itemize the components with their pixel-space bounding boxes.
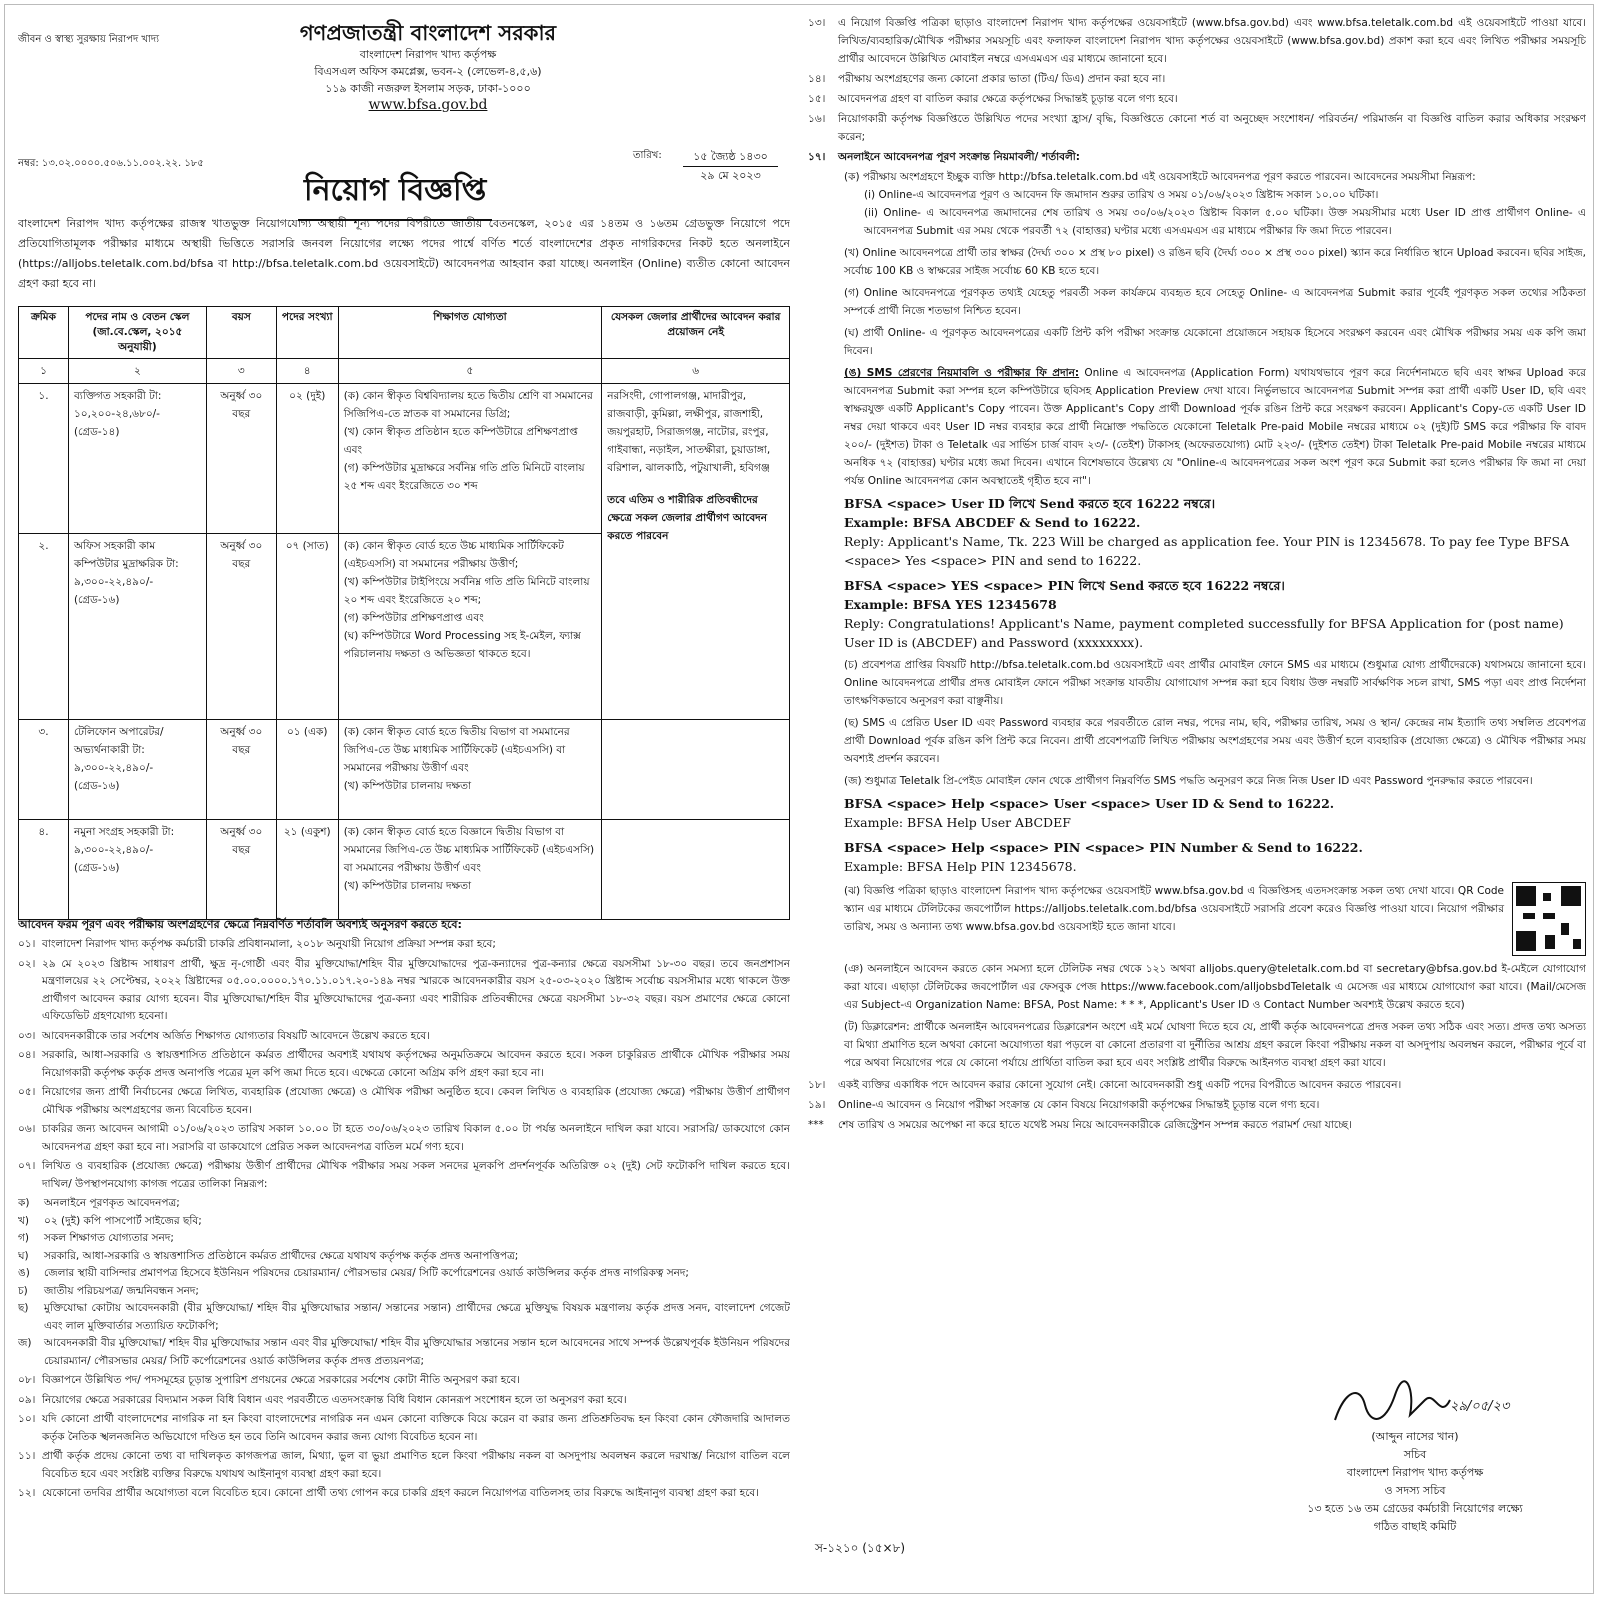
row-serial: ৪. bbox=[19, 820, 69, 920]
document-letter: খ) bbox=[18, 1214, 29, 1227]
condition-number: ০১। bbox=[18, 938, 36, 950]
table-header: বয়স bbox=[206, 307, 276, 359]
condition-number: ০৭। bbox=[18, 1160, 36, 1172]
condition-item bbox=[808, 70, 1586, 88]
document-letter: জ) bbox=[18, 1337, 32, 1349]
document-text: জেলার স্থায়ী বাসিন্দার প্রমাণপত্র হিসেবে ইউনিয়ন পরিষদের চেয়ারম্যান/ পৌরসভার মেয়র/ সিটি কর্পোরেশনের ওয়ার্ড কাউন্সিলর কর্তৃক প্রদত্ত নাগরিকত্ব সনদ; bbox=[44, 1267, 689, 1279]
document-text: সকল শিক্ষাগত যোগ্যতার সনদ; bbox=[44, 1232, 174, 1244]
table-header: পদের সংখ্যা bbox=[276, 307, 338, 359]
qualification-item: (গ) কম্পিউটার মুদ্রাক্ষরে সর্বনিম্ন গতি প্রতি মিনিটে বাংলায় ২৫ শব্দ এবং ইংরেজিতে ৩০ শব্দ bbox=[343, 462, 585, 492]
note-marker: *** bbox=[808, 1119, 824, 1131]
right-column bbox=[808, 14, 1586, 1589]
condition-item bbox=[18, 1411, 790, 1446]
condition-item bbox=[18, 1392, 790, 1410]
condition-item bbox=[18, 1047, 790, 1082]
rule-uma bbox=[808, 364, 1586, 490]
condition-text: নিয়োগের ক্ষেত্রে সরকারের বিদ্যমান সকল বিধি বিধান এবং পরবর্তীতে এতদসংক্রান্ত বিধি বিধান কোনরূপ সংশোধন হলে তা অনুসরণ করা হবে। bbox=[42, 1393, 627, 1406]
rule-ga bbox=[808, 284, 1586, 320]
date-bengali: ১৫ জ্যৈষ্ঠ ১৪৩০ bbox=[683, 148, 778, 167]
qualification-item: (ক) কোন স্বীকৃত বোর্ড হতে বিজ্ঞানে দ্বিতীয় বিভাগ বা সমমানের জিপিএ-তে উচ্চ মাধ্যমিক সার্টিফিকেট (এইচএসসি) বা সমমানের পরীক্ষায় উত্তীর্ণ এবং bbox=[343, 826, 595, 874]
condition-item bbox=[808, 1096, 1586, 1114]
date-box bbox=[683, 148, 778, 185]
document-letter: ছ) bbox=[18, 1302, 29, 1314]
condition-text: আবেদনকারীকে তার সর্বশেষ অর্জিত শিক্ষাগত যোগ্যতার বিষয়টি আবেদনে উল্লেখ করতে হবে। bbox=[42, 1029, 430, 1042]
rule-subtext: (i) Online-এ আবেদনপত্র পূরণ ও আবেদন ফি জমাদান শুরুর তারিখ ও সময় ০১/০৬/২০২৩ খ্রিষ্টাব্দ সকাল ১০.০০ ঘটিকা। bbox=[864, 189, 1379, 201]
qualification bbox=[338, 820, 602, 920]
document-item bbox=[18, 1230, 790, 1248]
rule-text: (চ) প্রবেশপত্র প্রাপ্তির বিষয়টি http://bfsa.teletalk.com.bd ওয়েবসাইটে এবং প্রার্থীর মোবাইল ফোনে SMS এর মাধ্যমে (শুধুমাত্র যোগ্য প্রার্থীদেরকে) যথাসময়ে জানানো হবে। Online আবেদনপত্রে প্রার্থীর প্রদত্ত মোবাইল ফোনে পরীক্ষা সংক্রান্ত যাবতীয় যোগাযোগ সম্পন্ন করা হবে বিধায় উক্ত নম্বরটি সার্বক্ষণিক সচল রাখা, SMS পড়া এবং প্রাপ্ত নির্দেশনা তাৎক্ষণিকভাবে অনুসরণ করা বাঞ্ছনীয়। bbox=[844, 659, 1586, 707]
condition-number: ০৮। bbox=[18, 1374, 36, 1386]
rule-text: (ট) ডিক্লারেশন: প্রার্থীকে অনলাইন আবেদনপত্রের ডিক্লারেশন অংশে এই মর্মে ঘোষণা দিতে হবে যে, প্রার্থী কর্তৃক আবেদনপত্রে প্রদত্ত সকল তথ্য সঠিক এবং সত্য। প্রদত্ত তথ্য অসত্য বা মিথ্যা প্রমাণিত হলে অথবা কোনো অযোগ্যতা ধরা পড়লে বা কোনো প্রতারণা বা দুর্নীতির আশ্রয় গ্রহণ করলে কিংবা পরীক্ষায় নকল বা অসদুপায় অবলম্বন করলে, পরীক্ষার পূর্বে বা পরে অথবা নিয়োগের পরে যে কোনো পর্যায়ে প্রার্থিতা বাতিল করা হবে এবং সংশ্লিষ্ট প্রার্থীর বিরুদ্ধে আইনগত ব্যবস্থা গ্রহণ করা যাবে। bbox=[844, 1021, 1586, 1069]
condition-number: ১৭। bbox=[808, 151, 826, 163]
memo-number: নম্বর: ১৩.০২.০০০০.৫০৬.১১.০০২.২২. ১৮৫ bbox=[18, 158, 204, 169]
post-count: ০২ (দুই) bbox=[276, 384, 338, 534]
letterhead bbox=[18, 14, 790, 142]
row-serial: ১. bbox=[19, 384, 69, 534]
rule-subtext: (ii) Online- এ আবেদনপত্র জমাদানের শেষ তারিখ ও সময় ৩০/০৬/২০২৩ খ্রিষ্টাব্দ বিকাল ৫.০০ ঘটিকা। উক্ত সময়সীমার মধ্যে User ID প্রাপ্ত প্রার্থীগণ Online- এ আবেদনপত্র Submit এর সময় থেকে পরবর্তী ৭২ (বাহাত্তর) ঘণ্টার মধ্যে এসএমএস এর মাধ্যমে পরীক্ষার ফি জমা দিতে পারবেন। bbox=[864, 207, 1586, 237]
document-text: জাতীয় পরিচয়পত্র/ জন্মনিবন্ধন সনদ; bbox=[44, 1284, 199, 1297]
table-row bbox=[19, 820, 790, 920]
condition-number: ১৬। bbox=[808, 113, 826, 125]
sms-format: BFSA <space> User ID লিখে Send করতে হবে 16222 নম্বরে। bbox=[844, 496, 1216, 511]
condition-number: ০৩। bbox=[18, 1029, 36, 1042]
sms-example: Example: BFSA ABCDEF & Send to 16222. bbox=[844, 515, 1141, 530]
condition-text: একই ব্যক্তির একাধিক পদে আবেদন করার কোনো সুযোগ নেই। কোনো আবেদনকারী শুধু একটি পদের বিপরীতে আবেদন করতে পারবেন। bbox=[838, 1079, 1402, 1091]
footer-code: স-১২১০ (১৫×৮) bbox=[815, 1541, 906, 1555]
document-item bbox=[18, 1300, 790, 1335]
qualification-item: (খ) কম্পিউটার চালনায় দক্ষতা bbox=[343, 780, 472, 792]
qualification bbox=[338, 534, 602, 720]
office-address: ১১৯ কাজী নজরুল ইসলাম সড়ক, ঢাকা-১০০০ bbox=[325, 82, 531, 95]
date-gregorian: ২৯ মে ২০২৩ bbox=[700, 169, 761, 182]
advice-note bbox=[808, 1116, 1586, 1134]
condition-number: ১১। bbox=[18, 1450, 36, 1462]
qualification-item: (ক) কোন স্বীকৃত বিশ্ববিদ্যালয় হতে দ্বিতীয় শ্রেণি বা সমমানের সিজিপিএ-তে স্নাতক বা সমমানের ডিগ্রি; bbox=[343, 390, 593, 420]
condition-number: ০৫। bbox=[18, 1086, 36, 1098]
condition-item bbox=[18, 956, 790, 1026]
rule-text: (ঝ) বিজ্ঞপ্তি পত্রিকা ছাড়াও বাংলাদেশ নিরাপদ খাদ্য কর্তৃপক্ষের ওয়েবসাইট www.bfsa.gov.bd এ বিজ্ঞপ্তিসহ এতদসংক্রান্ত সকল তথ্য দেখা যাবে। QR Code স্ক্যান এর মাধ্যমে টেলিটকের জবপোর্টাল https://alljobs.teletalk.com.bd/bfsa ওয়েবসাইটে সরাসরি প্রবেশ করেও বিজ্ঞপ্তি পাওয়া যাবে। নিয়োগ পরীক্ষার তারিখ, সময় ও অন্যান্য তথ্য www.bfsa.gov.bd ওয়েবসাইট হতে জানা যাবে। bbox=[844, 885, 1504, 933]
rule-text: (ছ) SMS এ প্রেরিত User ID এবং Password ব্যবহার করে পরবর্তীতে রোল নম্বর, পদের নাম, ছবি, পরীক্ষার তারিখ, সময় ও স্থান/ কেন্দ্রের নাম ইত্যাদি তথ্য সম্বলিত প্রবেশপত্র প্রার্থী Download পূর্বক রঙিন কপি প্রিন্ট করে নিবেন। প্রার্থী প্রবেশপত্রটি লিখিত পরীক্ষায় অংশগ্রহণের সময় এবং উত্তীর্ণ হলে ব্যবহারিক (প্রযোজ্য ক্ষেত্রে) ও মৌখিক পরীক্ষার সময় অবশ্যই প্রদর্শন করবেন। bbox=[844, 717, 1586, 765]
slogan: জীবন ও স্বাস্থ্য সুরক্ষায় নিরাপদ খাদ্য bbox=[18, 34, 159, 45]
condition-item bbox=[808, 110, 1586, 146]
condition-number: ১৪। bbox=[808, 73, 826, 85]
date-label: তারিখ: bbox=[633, 150, 662, 161]
condition-text: যেকোনো তদবির প্রার্থীর অযোগ্যতা বলে বিবেচিত হবে। কোনো প্রার্থী তথ্য গোপন করে চাকরি গ্রহণ করলে নিয়োগপত্র বাতিলসহ তার বিরুদ্ধে আইনানুগ ব্যবস্থা গ্রহণ করা হবে। bbox=[42, 1487, 760, 1499]
age-limit: অনুর্ধ্ব ৩০ বছর bbox=[206, 820, 276, 920]
qualification-item: (খ) কম্পিউটার টাইপিংয়ে সর্বনিম্ন গতি প্রতি মিনিটে বাংলায় ২০ শব্দ এবং ইংরেজিতে ২০ শব্দ; bbox=[343, 576, 590, 606]
table-row bbox=[19, 384, 790, 534]
help-sms-format: BFSA <space> Help <space> User <space> User ID & Send to 16222. bbox=[844, 796, 1335, 811]
rule-text: (ঞ) অনলাইনে আবেদন করতে কোন সমস্যা হলে টেলিটক নম্বর থেকে ১২১ অথবা alljobs.query@teletalk.com.bd বা secretary@bfsa.gov.bd ই-মেইলে যোগাযোগ করা যাবে। এছাড়া টেলিটকের জবপোর্টাল এর ফেসবুক পেজ https://www.facebook.com/alljobsbdTeletalk এ মেসেজ এর মাধ্যমে যোগাযোগ করা যাবে। (Mail/মেসেজ এর Subject-এ Organization Name: BFSA, Post Name: * * *, Applicant's User ID ও Contact Number অবশ্যই উল্লেখ করতে হবে) bbox=[844, 963, 1586, 1011]
rule-nya bbox=[808, 960, 1586, 1014]
table-row bbox=[19, 720, 790, 820]
row-serial: ৩. bbox=[19, 720, 69, 820]
notice-title: নিয়োগ বিজ্ঞপ্তি bbox=[298, 166, 492, 221]
condition-number: ০৪। bbox=[18, 1049, 36, 1061]
document-text: ০২ (দুই) কপি পাসপোর্ট সাইজের ছবি; bbox=[44, 1214, 202, 1227]
excluded-districts bbox=[602, 384, 790, 720]
document-letter: চ) bbox=[18, 1284, 28, 1297]
age-limit: অনুর্ধ্ব ৩০ বছর bbox=[206, 534, 276, 720]
condition-item bbox=[18, 1485, 790, 1503]
table-header: যেসকল জেলার প্রার্থীদের আবেদন করার প্রয়োজন নেই bbox=[602, 307, 790, 359]
document-text: অনলাইনে পূরণকৃত আবেদনপত্র; bbox=[44, 1197, 180, 1209]
table-header: শিক্ষাগত যোগ্যতা bbox=[338, 307, 602, 359]
conditions-list bbox=[18, 936, 790, 1505]
intro-paragraph: বাংলাদেশ নিরাপদ খাদ্য কর্তৃপক্ষের রাজস্ব খাতভুক্ত নিয়োগযোগ্য অস্থায়ী শূন্য পদের বিপরীতে জাতীয় বেতনস্কেল, ২০১৫ এর ১৪তম ও ১৬তম গ্রেডভুক্ত নিয়োগে পদে প্রতিযোগিতামূলক পরীক্ষার মাধ্যমে অস্থায়ী ভিত্তিতে সরাসরি জনবল নিয়োগের লক্ষ্যে পদের পার্শ্বে বর্ণিত শর্তে বাংলাদেশের প্রকৃত নাগরিকদের নিকট হতে অনলাইনে (https://alljobs.teletalk.com.bd/bfsa বা http://bfsa.teletalk.com.bd ওয়েবসাইটে) আবেদনপত্র আহবান করা যাচ্ছে। অনলাইন (Online) ব্যতীত কোনো আবেদন গ্রহণ করা হবে না। bbox=[18, 217, 790, 290]
post-name: টেলিফোন অপারেটর/ অভ্যর্থনাকারী টা: ৯,৩০০-২২,৪৯০/- (গ্রেড-১৬) bbox=[68, 720, 206, 820]
rule-heading: (ঙ) SMS প্রেরণের নিয়মাবলি ও পরীক্ষার ফি প্রদান: bbox=[844, 367, 1080, 379]
left-column bbox=[18, 14, 790, 1589]
rule-text: Online এ আবেদনপত্র (Application Form) যথাযথভাবে পূরণ করে নির্দেশনামতে ছবি এবং স্বাক্ষর Upload করে আবেদনপত্র Submit করা সম্পন্ন হলে কম্পিউটারে ছবিসহ Application Preview দেখা যাবে। নির্ভুলভাবে আবেদনপত্র Submit সম্পন্ন করা প্রার্থী একটি User ID, ছবি এবং স্বাক্ষরযুক্ত একটি Applicant's Copy পাবেন। উক্ত Applicant's Copy প্রার্থী Download পূর্বক রঙিন প্রিন্ট করে সংরক্ষণ করবেন। Applicant's Copy-তে একটি User ID নম্বর দেয়া থাকবে এবং User ID নম্বর ব্যবহার করে প্রার্থী নিম্নোক্ত পদ্ধতিতে যেকোনো Teletalk Pre-paid Mobile নম্বরের মাধ্যমে ০২ (দুই)টি SMS করে পরীক্ষার ফি বাবদ ২০০/- (দুইশত) টাকা ও Teletalk এর সার্ভিস চার্জ বাবদ ২৩/- (তেইশ) টাকাসহ (অফেরতযোগ্য) মোট ২২৩/- (দুইশত তেইশ) টাকা Teletalk Pre-paid Mobile নম্বরের মাধ্যমে অনধিক ৭২ (বাহাত্তর) ঘণ্টার মধ্যে জমা দিবেন। এখানে বিশেষভাবে উল্লেখ্য যে "Online-এ আবেদনপত্রের সকল অংশ পূরণ করে Submit করা হলেও পরীক্ষার ফি জমা না দেয়া পর্যন্ত Online আবেদনপত্র কোন অবস্থাতেই গৃহীত হবে না"। bbox=[844, 367, 1586, 487]
condition-number: ১৫। bbox=[808, 93, 826, 105]
document-text: আবেদনকারী বীর মুক্তিযোদ্ধা/ শহিদ বীর মুক্তিযোদ্ধার সন্তান এবং বীর মুক্তিযোদ্ধা/ শহিদ বীর মুক্তিযোদ্ধার সন্তানের সন্তান হলে আবেদনের সাথে সম্পর্ক উল্লেখপূর্বক ইউনিয়ন পরিষদের চেয়ারম্যান/ পৌরসভার মেয়র/ সিটি কর্পোরেশনের ওয়ার্ড কাউন্সিলর কর্তৃক প্রদত্ত প্রত্যয়নপত্র; bbox=[44, 1337, 790, 1367]
rule-ta bbox=[808, 1018, 1586, 1072]
condition-item bbox=[18, 936, 790, 954]
condition-item bbox=[808, 90, 1586, 108]
rule-jha bbox=[808, 882, 1586, 956]
website-link[interactable]: www.bfsa.gov.bd bbox=[368, 97, 488, 113]
condition-number: ০৯। bbox=[18, 1393, 36, 1406]
condition-item bbox=[18, 1448, 790, 1483]
signatory-name: (আব্দুন নাসের খান) bbox=[1371, 1430, 1459, 1443]
column-number: ৫ bbox=[338, 359, 602, 384]
qr-code-icon[interactable] bbox=[1512, 882, 1586, 956]
letterhead-center bbox=[248, 20, 608, 113]
condition-text: নিয়োগের জন্য প্রার্থী নির্বাচনের ক্ষেত্রে লিখিত, ব্যবহারিক (প্রযোজ্য ক্ষেত্রে) ও মৌখিক পরীক্ষা অনুষ্ঠিত হবে। কেবল লিখিত ও ব্যবহারিক (প্রযোজ্য ক্ষেত্রে) পরীক্ষায় উত্তীর্ণ প্রার্থীগণ মৌখিক পরীক্ষায় অংশগ্রহণের জন্য বিবেচিত হবেন। bbox=[42, 1086, 790, 1116]
rule-text: (খ) Online আবেদনপত্রে প্রার্থী তার স্বাক্ষর (দৈর্ঘ্য ৩০০ × প্রস্থ ৮০ pixel) ও রঙিন ছবি (দৈর্ঘ্য ৩০০ × প্রস্থ ৩০০ pixel) স্ক্যান করে নির্ধারিত স্থানে Upload করবেন। ছবির সাইজ, সর্বোচ্চ 100 KB ও স্বাক্ষরের সাইজ সর্বোচ্চ 60 KB হতে হবে। bbox=[844, 247, 1586, 277]
condition-number: ০৬। bbox=[18, 1123, 36, 1135]
document-letter: গ) bbox=[18, 1232, 29, 1244]
column-number: ৩ bbox=[206, 359, 276, 384]
conditions-heading: আবেদন ফরম পূরণ এবং পরীক্ষায় অংশগ্রহণের ক্ষেত্রে নিম্নবর্ণিত শর্তাবলি অবশ্যই অনুসরণ করতে হবে: bbox=[18, 918, 462, 931]
table-header-row bbox=[19, 307, 790, 359]
signature-block bbox=[1250, 1380, 1580, 1536]
signatory-org: বাংলাদেশ নিরাপদ খাদ্য কর্তৃপক্ষ bbox=[1346, 1466, 1484, 1479]
condition-text: যদি কোনো প্রার্থী বাংলাদেশের নাগরিক না হন কিংবা বাংলাদেশের নাগরিক নন এমন কোনো ব্যক্তিকে বিয়ে করেন বা করার জন্য প্রতিশ্রুতিবদ্ধ হন কিংবা কোন ফৌজদারি আদালত কর্তৃক নৈতিক স্খলনজনিত অভিযোগে দণ্ডিত হন তবে তিনি আবেদন করার জন্য যোগ্য বিবেচিত হবেন না। bbox=[42, 1413, 790, 1443]
age-limit: অনুর্ধ্ব ৩০ বছর bbox=[206, 720, 276, 820]
condition-number: ১৮। bbox=[808, 1079, 826, 1091]
committee-line: ১৩ হতে ১৬ তম গ্রেডের কর্মচারী নিয়োগের লক্ষ্যে bbox=[1307, 1502, 1523, 1515]
empty-cell bbox=[602, 820, 790, 920]
district-list: নরসিংদী, গোপালগঞ্জ, মাদারীপুর, রাজবাড়ী, কুমিল্লা, লক্ষীপুর, রাজশাহী, জয়পুরহাট, সিরাজগঞ্জ, নাটোর, রংপুর, গাইবান্ধা, নড়াইল, সাতক্ষীরা, চুয়াডাঙ্গা, বরিশাল, ঝালকাঠি, পটুয়াখালী, হবিগঞ্জ bbox=[607, 390, 771, 474]
district-note: তবে এতিম ও শারীরিক প্রতিবন্ধীদের ক্ষেত্রে সকল জেলার প্রার্থীগণ আবেদন করতে পারবেন bbox=[607, 494, 767, 542]
post-name: ব্যক্তিগত সহকারী টা: ১০,২০০-২৪,৬৮০/- (গ্রেড-১৪) bbox=[68, 384, 206, 534]
condition-text: সরকারি, আধা-সরকারি ও স্বায়ত্তশাসিত প্রতিষ্ঠানে কর্মরত প্রার্থীদের অবশ্যই যথাযথ কর্তৃপক্ষের অনুমতিক্রমে আবেদন করতে হবে। সকল চাকুরিরত প্রার্থীকে মৌখিক পরীক্ষার সময় নিয়োগকারী কর্তৃপক্ষ কর্তৃক প্রদত্ত অনাপত্তি পত্রের মূল কপি জমা দিতে হবে। এক্ষেত্রে কোনো অগ্রিম কপি গ্রহণ করা হবে না। bbox=[42, 1049, 790, 1079]
condition-number: ১৯। bbox=[808, 1099, 826, 1111]
column-number: ২ bbox=[68, 359, 206, 384]
column-number: ১ bbox=[19, 359, 69, 384]
condition-text: বিজ্ঞাপনে উল্লিখিত পদ/ পদসমূহের চূড়ান্ত সুপারিশ প্রণয়নের ক্ষেত্রে সরকারের সর্বশেষ কোটা নীতি অনুসরণ করা হবে। bbox=[42, 1374, 521, 1386]
sms-reply: Reply: Applicant's Name, Tk. 223 Will be charged as application fee. Your PIN is 12345678. To pay fee Type BFSA <space> Yes <space> PIN and send to 16222. bbox=[844, 534, 1570, 568]
document-letter: ক) bbox=[18, 1197, 30, 1209]
rule-text: (গ) Online আবেদনপত্রে পূরণকৃত তথ্যই যেহেতু পরবর্তী সকল কার্যক্রমে ব্যবহৃত হবে সেহেতু Online- এ আবেদনপত্র Submit করার পূর্বেই পূরণকৃত সকল তথ্যের সঠিকতা সম্পর্কে প্রার্থী নিজে শতভাগ নিশ্চিত হবেন। bbox=[844, 287, 1586, 317]
condition-number: ১০। bbox=[18, 1413, 36, 1425]
post-count: ০১ (এক) bbox=[276, 720, 338, 820]
column-number: ৬ bbox=[602, 359, 790, 384]
note-text: শেষ তারিখ ও সময়ের অপেক্ষা না করে হাতে যথেষ্ট সময় নিয়ে আবেদনকারীকে রেজিস্ট্রেশন সম্পন্ন করতে পরামর্শ দেয়া যাচ্ছে। bbox=[838, 1119, 1352, 1131]
sms-format: BFSA <space> YES <space> PIN লিখে Send করতে হবে 16222 নম্বরে। bbox=[844, 578, 1285, 593]
authority-name: বাংলাদেশ নিরাপদ খাদ্য কর্তৃপক্ষ bbox=[359, 48, 497, 61]
committee-line: গঠিত বাছাই কমিটি bbox=[1373, 1520, 1457, 1533]
condition-text: প্রার্থী কর্তৃক প্রদেয় কোনো তথ্য বা দাখিলকৃত কাগজপত্র জাল, মিথ্যা, ভুল বা ভুয়া প্রমাণিত হলে কিংবা পরীক্ষায় নকল বা অসদুপায় অবলম্বন করলে দরখাস্ত/ নিয়োগ বাতিল বলে বিবেচিত হবে এবং সংশ্লিষ্ট ব্যক্তির বিরুদ্ধে যথাযথ আইনানুগ ব্যবস্থা গ্রহণ করা হবে। bbox=[42, 1450, 790, 1480]
help-sms-example: Example: BFSA Help PIN 12345678. bbox=[844, 859, 1077, 874]
qualification bbox=[338, 720, 602, 820]
rule-gha bbox=[808, 324, 1586, 360]
condition-text: লিখিত ও ব্যবহারিক (প্রযোজ্য ক্ষেত্রে) পরীক্ষায় উত্তীর্ণ প্রার্থীদের মৌখিক পরীক্ষার সময় সকল সনদের মূলকপি প্রদর্শনপূর্বক অতিরিক্ত ০২ (দুই) সেট ফটোকপি দাখিল করতে হবে। দাখিল/ উপস্থাপনযোগ্য কাগজ পত্রের তালিকা নিম্নরূপ: bbox=[42, 1160, 790, 1190]
age-limit: অনুর্ধ্ব ৩০ বছর bbox=[206, 384, 276, 534]
qualification-item: (ঘ) কম্পিউটারে Word Processing সহ ই-মেইল, ফ্যাক্স পরিচালনায় দক্ষতা ও অভিজ্ঞতা থাকতে হবে। bbox=[343, 630, 581, 660]
qualification-item: (ক) কোন স্বীকৃত বোর্ড হতে উচ্চ মাধ্যমিক সার্টিফিকেট (এইচএসসি) বা সমমানের পরীক্ষায় উত্তীর্ণ; bbox=[343, 540, 564, 570]
condition-text: এ নিয়োগ বিজ্ঞপ্তি পত্রিকা ছাড়াও বাংলাদেশ নিরাপদ খাদ্য কর্তৃপক্ষের ওয়েবসাইটে (www.bfsa.gov.bd) এবং www.bfsa.teletalk.com.bd এই ওয়েবসাইটে পাওয়া যাবে। লিখিত/ব্যবহারিক/মৌখিক পরীক্ষার সময়সূচি এবং ফলাফল বাংলাদেশ নিরাপদ খাদ্য কর্তৃপক্ষের ওয়েবসাইটে (www.bfsa.gov.bd) প্রকাশ করা হবে এবং লিখিত পরীক্ষার সময়সূচি প্রার্থীর আবেদনে উল্লিখিত মোবাইল নম্বরে এসএমএস এর মাধ্যমে জানানো হবে। bbox=[838, 17, 1586, 65]
sms-reply: Reply: Congratulations! Applicant's Name, payment completed successfully for BFSA Application for (post name) User ID is (ABCDEF) and Password (xxxxxxxx). bbox=[844, 616, 1564, 650]
condition-number: ১৩। bbox=[808, 17, 826, 29]
document-item bbox=[18, 1195, 790, 1213]
document-item bbox=[18, 1213, 790, 1231]
condition-text: ২৯ মে ২০২৩ খ্রিষ্টাব্দ সাধারণ প্রার্থী, ক্ষুদ্র নৃ-গোষ্ঠী এবং বীর মুক্তিযোদ্ধা/শহিদ বীর মুক্তিযোদ্ধাদের পুত্র-কন্যাদের পুত্র-কন্যার ক্ষেত্রে বয়সসীমা ১৮-৩০ বছর। তবে জনপ্রশাসন মন্ত্রণালয়ের ২২ সেপ্টেম্বর, ২০২২ খ্রিষ্টাব্দের ০৫.০০.০০০০.১৭০.১১.০১৭.২০-১৪৯ নম্বর স্মারকে আবেদনকারীর বয়স ২৫-০৩-২০২০ খ্রিষ্টাব্দ সর্বোচ্চ বয়সসীমার মধ্যে থাকলে উক্ত প্রার্থীগণ আবেদন করার যোগ্য হবেন। বীর মুক্তিযোদ্ধা/শহিদ বীর মুক্তিযোদ্ধাদের পুত্র-কন্যা এবং শারীরিক প্রতিবন্ধীদের ক্ষেত্রে বয়সসীমা ১৮-৩২ বছর। বয়স প্রমাণের ক্ষেত্রে কোনো এফিডেভিট গ্রহণযোগ্য হবেনা। bbox=[42, 957, 790, 1022]
condition-item bbox=[808, 148, 1586, 166]
government-title: গণপ্রজাতন্ত্রী বাংলাদেশ সরকার bbox=[299, 21, 557, 45]
document-item bbox=[18, 1265, 790, 1283]
row-serial: ২. bbox=[19, 534, 69, 720]
qualification-item: (খ) কোন স্বীকৃত প্রতিষ্ঠান হতে কম্পিউটারে প্রশিক্ষণপ্রাপ্ত এবং bbox=[343, 426, 578, 456]
condition-item bbox=[808, 14, 1586, 68]
condition-text: আবেদনপত্র গ্রহণ বা বাতিল করার ক্ষেত্রে কর্তৃপক্ষের সিদ্ধান্তই চূড়ান্ত বলে গণ্য হবে। bbox=[838, 93, 1178, 105]
document-text: সরকারি, আধা-সরকারি ও স্বায়ত্তশাসিত প্রতিষ্ঠানে কর্মরত প্রার্থীদের ক্ষেত্রে যথাযথ কর্তৃপক্ষ কর্তৃক প্রদত্ত অনাপত্তিপত্র; bbox=[44, 1249, 519, 1262]
document-letter: ঘ) bbox=[18, 1249, 29, 1262]
post-name: অফিস সহকারী কাম কম্পিউটার মুদ্রাক্ষরিক টা: ৯,৩০০-২২,৪৯০/- (গ্রেড-১৬) bbox=[68, 534, 206, 720]
column-number: ৪ bbox=[276, 359, 338, 384]
rule-cha bbox=[808, 656, 1586, 710]
table-header: পদের নাম ও বেতন স্কেল (জা.বে.স্কেল, ২০১৫ অনুযায়ী) bbox=[68, 307, 206, 359]
condition-number: ০২। bbox=[18, 957, 36, 970]
condition-item bbox=[18, 1158, 790, 1193]
rule-ja bbox=[808, 772, 1586, 790]
rule-chha bbox=[808, 714, 1586, 768]
post-count: ০৭ (সাত) bbox=[276, 534, 338, 720]
condition-text: চাকরির জন্য আবেদন আগামী ০১/০৬/২০২৩ তারিখ সকাল ১০.০০ টা হতে ৩০/০৬/২০২৩ তারিখ বিকাল ৫.০০ টা পর্যন্ত অনলাইনে দাখিল করা যাবে। সরাসরি/ ডাকযোগে কোন আবেদনপত্র গ্রহণ করা হবে না। সরাসরি বা ডাকযোগে প্রেরিত সকল আবেদনপত্র বাতিল মর্মে গণ্য হবে। bbox=[42, 1123, 790, 1153]
office-name: বিএসএল অফিস কমপ্লেক্স, ভবন-২ (লেভেল-৪,৫,৬) bbox=[314, 65, 542, 78]
help-sms-format: BFSA <space> Help <space> PIN <space> PIN Number & Send to 16222. bbox=[844, 840, 1363, 855]
posts-table bbox=[18, 306, 790, 920]
condition-text: অনলাইনে আবেদনপত্র পূরণ সংক্রান্ত নিয়মাবলী/ শর্তাবলী: bbox=[838, 151, 1081, 163]
sms-example: Example: BFSA YES 12345678 bbox=[844, 597, 1057, 612]
document-letter: ঙ) bbox=[18, 1267, 30, 1279]
qualification-item: (খ) কম্পিউটার চালনায় দক্ষতা bbox=[343, 880, 472, 892]
document-item bbox=[18, 1283, 790, 1301]
rule-ka bbox=[808, 168, 1586, 240]
post-name: নমুনা সংগ্রহ সহকারী টা: ৯,৩০০-২২,৪৯০/- (গ্রেড-১৬) bbox=[68, 820, 206, 920]
condition-item bbox=[18, 1372, 790, 1390]
document-text: মুক্তিযোদ্ধা কোটায় আবেদনকারী (বীর মুক্তিযোদ্ধা/ শহিদ বীর মুক্তিযোদ্ধার সন্তান/ সন্তানের সন্তান) প্রার্থীদের ক্ষেত্রে মুক্তিযুদ্ধ বিষয়ক মন্ত্রণালয় কর্তৃক প্রদত্ত সনদ, বাংলাদেশ গেজেট এবং লাল মুক্তিবার্তার সত্যায়িত ফটোকপি; bbox=[44, 1302, 790, 1332]
condition-item bbox=[18, 1121, 790, 1156]
document-item bbox=[18, 1335, 790, 1370]
condition-item bbox=[18, 1028, 790, 1046]
help-sms-example: Example: BFSA Help User ABCDEF bbox=[844, 815, 1071, 830]
signature-image bbox=[1250, 1380, 1580, 1428]
condition-item bbox=[18, 1084, 790, 1119]
rule-text: (জ) শুধুমাত্র Teletalk প্রি-পেইড মোবাইল ফোন থেকে প্রার্থীগণ নিম্নবর্ণিত SMS পদ্ধতি অনুসরণ করে নিজ নিজ User ID এবং Password পুনরুদ্ধার করতে পারবেন। bbox=[844, 775, 1533, 787]
table-header: ক্রমিক bbox=[19, 307, 69, 359]
condition-text: বাংলাদেশ নিরাপদ খাদ্য কর্তৃপক্ষ কর্মচারী চাকরি প্রবিধানমালা, ২০১৮ অনুযায়ী নিয়োগ প্রক্রিয়া সম্পন্ন করা হবে; bbox=[42, 938, 496, 950]
condition-item bbox=[808, 1076, 1586, 1094]
empty-cell bbox=[602, 720, 790, 820]
signature-date: ২৯/০৫/২৩ bbox=[1450, 1399, 1510, 1414]
qualification-item: (গ) কম্পিউটার প্রশিক্ষণপ্রাপ্ত এবং bbox=[343, 612, 484, 624]
signatory-title: সচিব bbox=[1403, 1448, 1427, 1461]
condition-text: Online-এ আবেদন ও নিয়োগ পরীক্ষা সংক্রান্ত যে কোন বিষয়ে নিয়োগকারী কর্তৃপক্ষের সিদ্ধান্তই চূড়ান্ত বলে গণ্য হবে। bbox=[838, 1099, 1320, 1111]
signatory-role: ও সদস্য সচিব bbox=[1384, 1484, 1446, 1497]
rule-kha bbox=[808, 244, 1586, 280]
document-item bbox=[18, 1248, 790, 1266]
qualification-item: (ক) কোন স্বীকৃত বোর্ড হতে দ্বিতীয় বিভাগ বা সমমানের জিপিএ-তে উচ্চ মাধ্যমিক সার্টিফিকেট (এইচএসসি) বা সমমানের পরীক্ষায় উত্তীর্ণ এবং bbox=[343, 726, 570, 774]
rule-text: (ঘ) প্রার্থী Online- এ পূরণকৃত আবেদনপত্রের একটি প্রিন্ট কপি পরীক্ষা সংক্রান্ত যেকোনো প্রয়োজনে সহায়ক হিসেবে সংরক্ষণ করবেন এবং মৌখিক পরীক্ষার সময় এক কপি জমা দিবেন। bbox=[844, 327, 1586, 357]
condition-number: ১২। bbox=[18, 1487, 36, 1499]
rule-text: (ক) পরীক্ষায় অংশগ্রহণে ইচ্ছুক ব্যক্তি http://bfsa.teletalk.com.bd এই ওয়েবসাইটে আবেদনপত্র পূরণ করতে পারবেন। আবেদনের সময়সীমা নিম্নরূপ: bbox=[844, 171, 1476, 183]
condition-text: পরীক্ষায় অংশগ্রহণের জন্য কোনো প্রকার ভাতা (টিএ/ ডিএ) প্রদান করা হবে না। bbox=[838, 73, 1166, 85]
condition-text: নিয়োগকারী কর্তৃপক্ষ বিজ্ঞপ্তিতে উল্লিখিত পদের সংখ্যা হ্রাস/ বৃদ্ধি, বিজ্ঞপ্তিতে কোনো শর্ত বা অনুচ্ছেদ সংশোধন/ পরিবর্তন/ পরিমার্জন বা বিজ্ঞপ্তি বাতিল করার অধিকার সংরক্ষণ করেন; bbox=[838, 113, 1586, 143]
column-number-row bbox=[19, 359, 790, 384]
qualification bbox=[338, 384, 602, 534]
post-count: ২১ (একুশ) bbox=[276, 820, 338, 920]
